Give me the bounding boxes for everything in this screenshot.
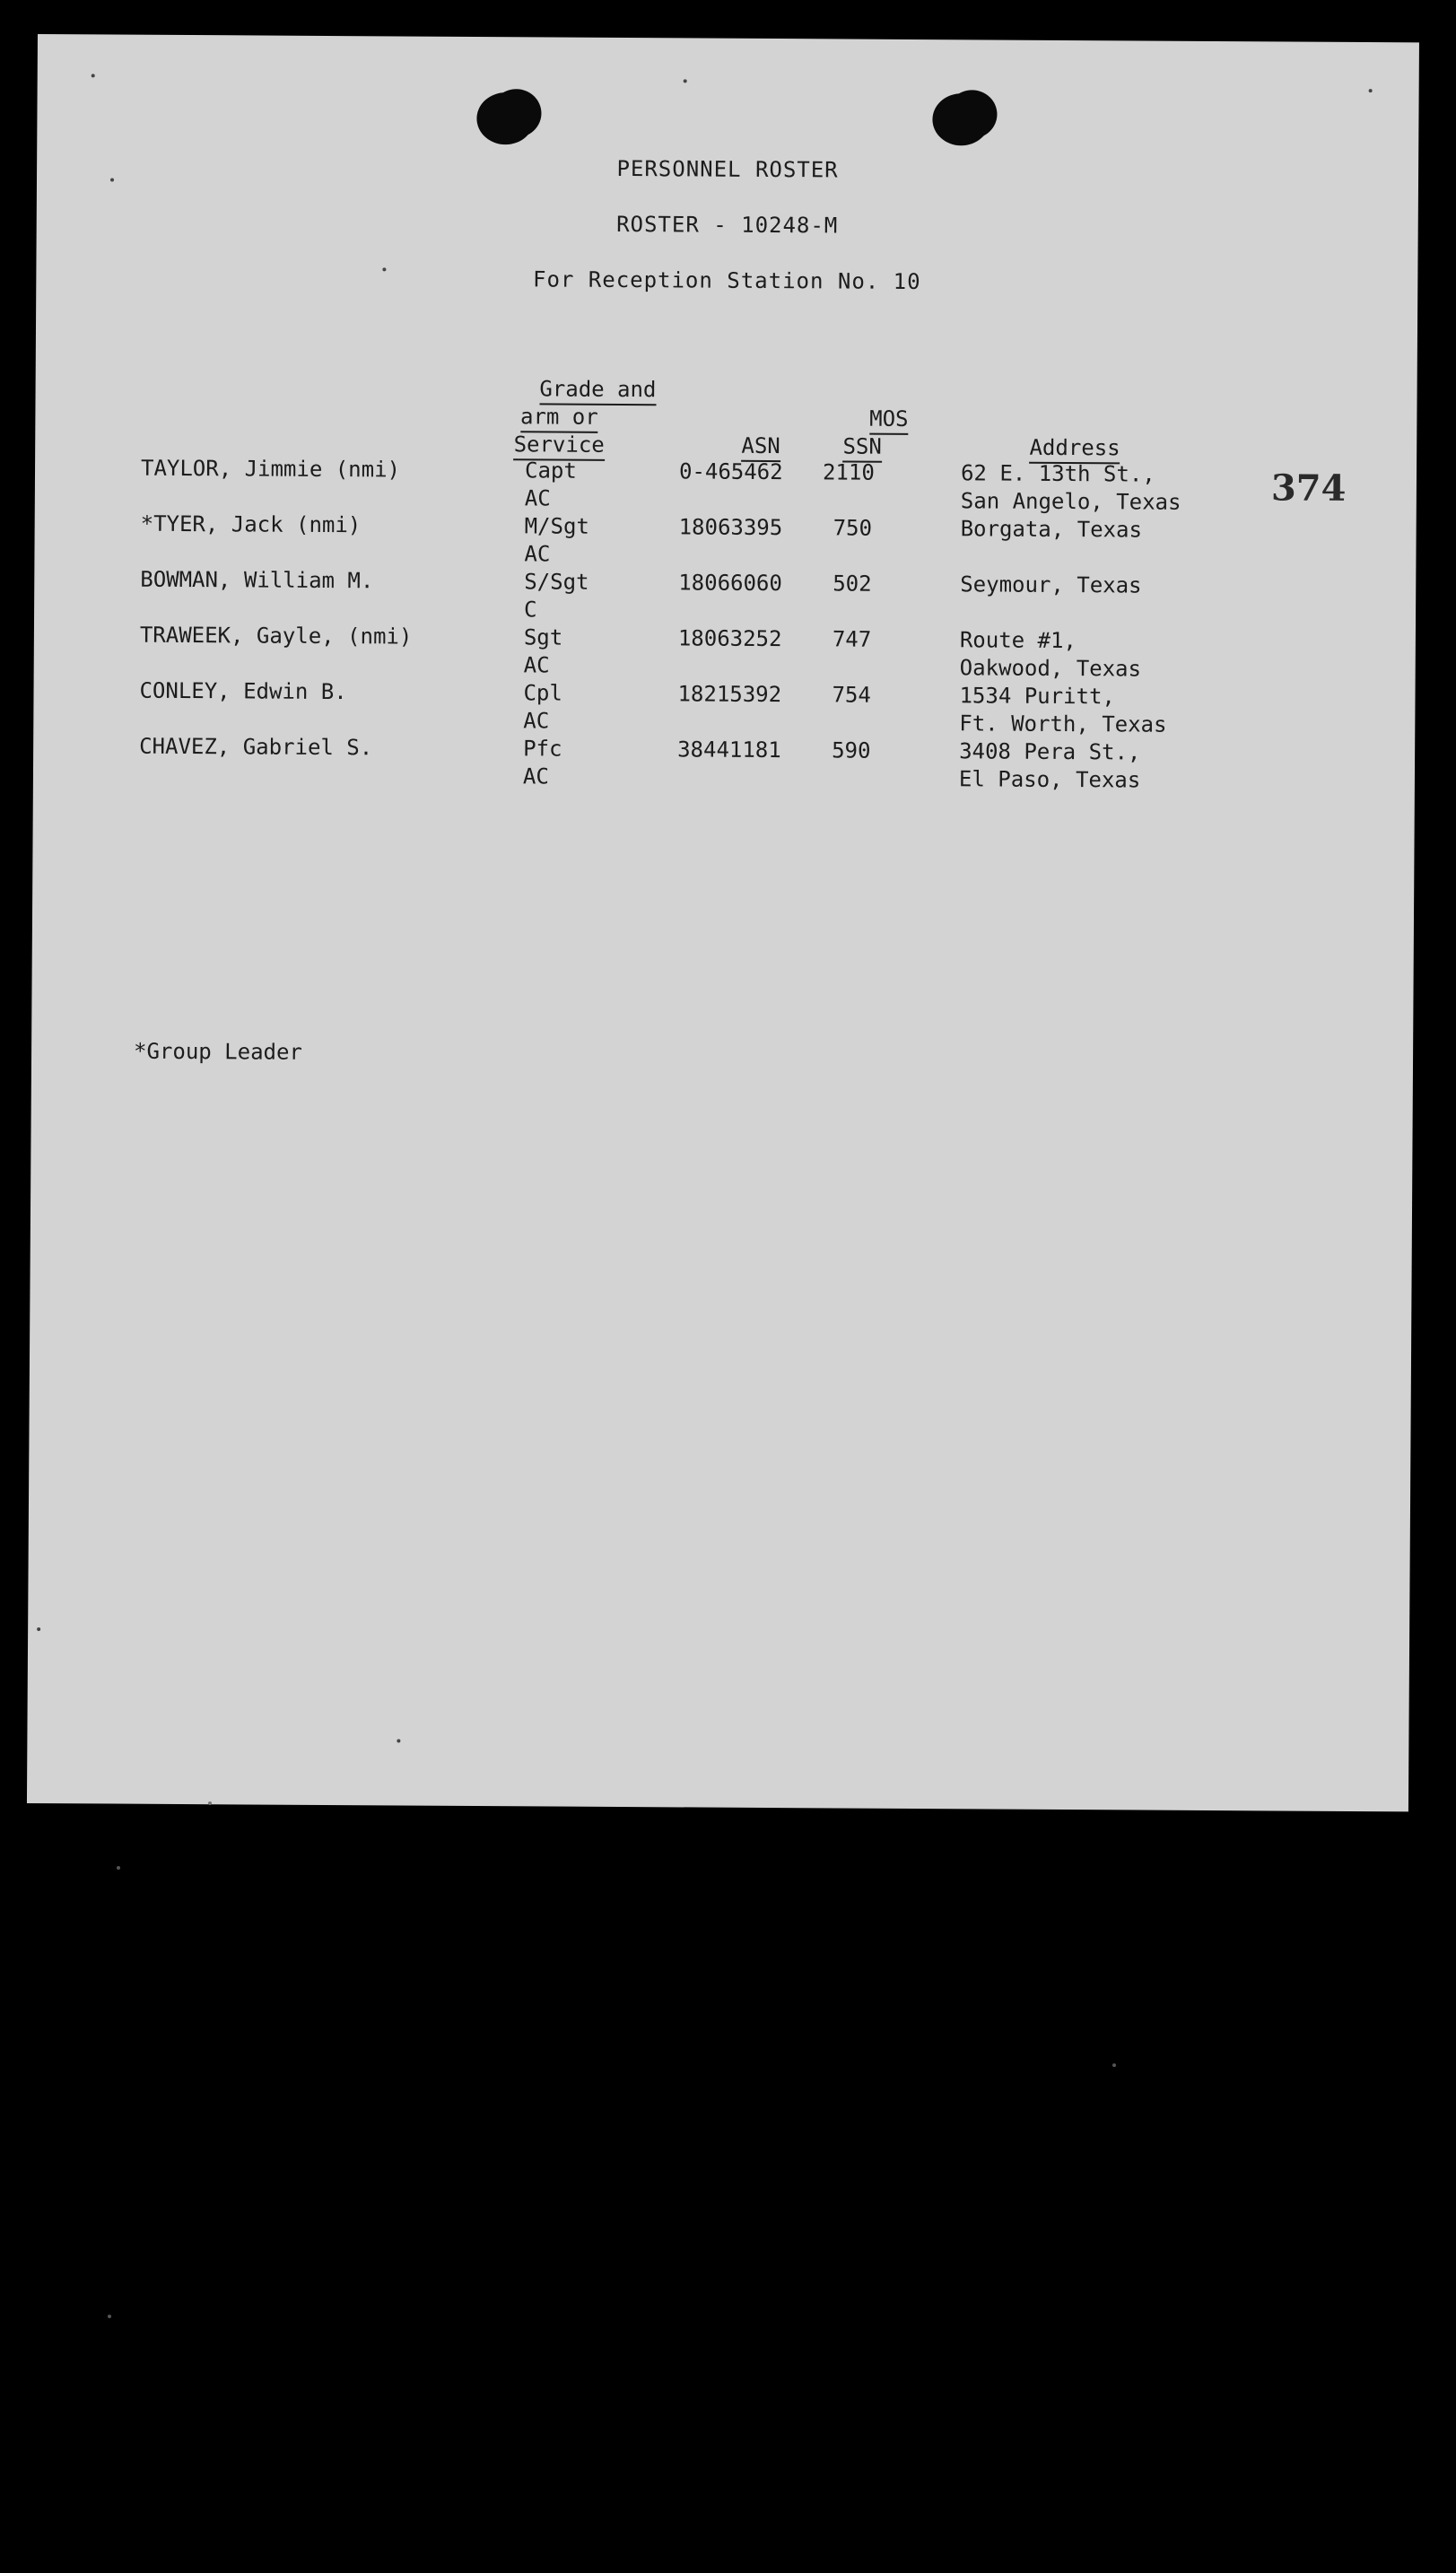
row-grade: Pfc AC [522, 736, 562, 789]
row-address: 62 E. 13th St., San Angelo, Texas [960, 460, 1181, 515]
paper-speck [1369, 89, 1373, 92]
paper-speck [92, 74, 95, 77]
punch-hole-right [932, 93, 990, 145]
row-name: TRAWEEK, Gayle, (nmi) [139, 622, 413, 650]
row-asn: 18066060 [678, 570, 782, 597]
row-grade: S/Sgt C [524, 569, 589, 623]
row-name: *TYER, Jack (nmi) [140, 510, 362, 538]
row-name: CHAVEZ, Gabriel S. [139, 733, 373, 761]
row-address: Seymour, Texas [960, 571, 1142, 598]
row-grade: Sgt AC [523, 624, 563, 678]
background-speck [208, 1801, 212, 1805]
row-grade: Capt AC [524, 458, 577, 511]
paper-speck [110, 178, 114, 181]
background-speck [108, 2315, 111, 2318]
punch-hole-left [476, 92, 534, 144]
row-mos: 754 [832, 682, 871, 708]
row-mos: 502 [833, 571, 872, 597]
page-number: 374 [1270, 467, 1347, 510]
row-asn: 18215392 [677, 681, 782, 708]
row-address: 1534 Puritt, Ft. Worth, Texas [959, 683, 1167, 737]
footnote-group-leader: *Group Leader [133, 1038, 303, 1065]
document-title: PERSONNEL ROSTER [616, 155, 839, 183]
row-asn: 18063395 [678, 514, 783, 541]
paper-speck [37, 1627, 40, 1631]
roster-page [27, 34, 1419, 1811]
row-mos: 590 [832, 737, 871, 763]
row-asn: 0-465462 [678, 458, 783, 485]
row-mos: 750 [833, 515, 873, 541]
row-address: Borgata, Texas [960, 516, 1143, 543]
paper-speck [684, 79, 687, 83]
row-mos: 747 [832, 626, 872, 652]
row-grade: M/Sgt AC [524, 513, 589, 567]
column-header-grade-label: Grade and arm or Service [514, 376, 657, 460]
row-address: 3408 Pera St., El Paso, Texas [958, 738, 1141, 793]
background-speck [1112, 2063, 1116, 2067]
row-grade: Cpl AC [523, 680, 562, 734]
paper-speck [397, 1739, 400, 1742]
row-mos: 2110 [822, 459, 875, 485]
row-asn: 18063252 [677, 625, 782, 652]
row-address: Route #1, Oakwood, Texas [959, 627, 1142, 682]
column-header-asn-label: ASN [741, 433, 780, 462]
row-asn: 38441181 [677, 737, 781, 763]
row-name: CONLEY, Edwin B. [139, 677, 347, 705]
background-speck [117, 1866, 120, 1870]
paper-speck [382, 267, 386, 271]
column-header-mos-ssn-label: MOS SSN [842, 406, 908, 463]
column-header-address-label: Address [1029, 435, 1120, 465]
row-name: TAYLOR, Jimmie (nmi) [140, 455, 401, 483]
row-name: BOWMAN, William M. [140, 566, 374, 594]
station-line: For Reception Station No. 10 [532, 266, 921, 295]
roster-number: ROSTER - 10248-M [616, 211, 839, 239]
